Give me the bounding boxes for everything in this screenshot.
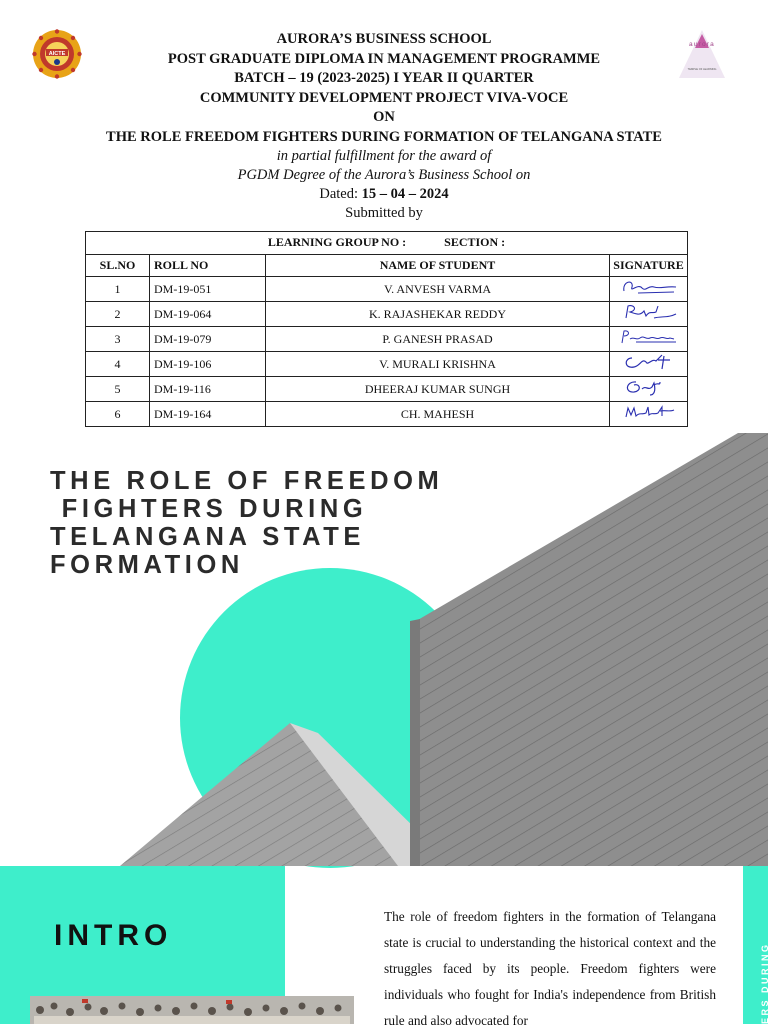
cell-slno: 5 xyxy=(86,377,150,402)
document-header xyxy=(0,30,768,223)
signature-image xyxy=(618,302,680,322)
cell-name: CH. MAHESH xyxy=(266,402,610,427)
table-row xyxy=(86,302,688,327)
cell-roll: DM-19-079 xyxy=(150,327,266,352)
table-row xyxy=(86,377,688,402)
cell-roll: DM-19-106 xyxy=(150,352,266,377)
cell-slno: 4 xyxy=(86,352,150,377)
table-header-row xyxy=(86,254,688,277)
signature-image xyxy=(618,277,680,297)
on-line: ON xyxy=(373,109,395,125)
project-title: THE ROLE FREEDOM FIGHTERS DURING FORMATION OF TELANGANA STATE xyxy=(106,128,662,145)
degree-line: PGDM Degree of the Aurora’s Business School on xyxy=(237,167,531,183)
group-label: LEARNING GROUP NO : xyxy=(267,235,407,250)
group-row xyxy=(86,232,688,255)
cell-name: V. ANVESH VARMA xyxy=(266,277,610,302)
table-row xyxy=(86,327,688,352)
intro-heading: INTRO xyxy=(54,919,173,952)
signature-cell xyxy=(610,302,688,327)
cell-roll: DM-19-064 xyxy=(150,302,266,327)
cell-slno: 1 xyxy=(86,277,150,302)
cell-name: K. RAJASHEKAR REDDY xyxy=(266,302,610,327)
table-row xyxy=(86,402,688,427)
crowd-photo xyxy=(30,996,354,1024)
signature-cell xyxy=(610,402,688,427)
cell-roll: DM-19-164 xyxy=(150,402,266,427)
building-edge xyxy=(410,619,420,866)
col-header-roll: ROLL NO xyxy=(150,254,266,277)
programme-name: POST GRADUATE DIPLOMA IN MANAGEMENT PROGRAMME xyxy=(167,50,601,67)
side-strip-text: ERS DURING xyxy=(760,942,770,1024)
side-strip xyxy=(743,866,768,1024)
cell-slno: 6 xyxy=(86,402,150,427)
aicte-logo-text: AICTE xyxy=(48,51,66,57)
project-line: COMMUNITY DEVELOPMENT PROJECT VIVA-VOCE xyxy=(199,89,569,106)
cell-name: P. GANESH PRASAD xyxy=(266,327,610,352)
signature-cell xyxy=(610,377,688,402)
signature-image xyxy=(618,402,680,422)
dated-label: Dated: xyxy=(319,186,359,202)
cell-roll: DM-19-116 xyxy=(150,377,266,402)
col-header-name: NAME OF STUDENT xyxy=(266,254,610,277)
signature-cell xyxy=(610,277,688,302)
signature-image xyxy=(618,352,680,372)
aurora-logo-text: aurora xyxy=(689,41,715,48)
aurora-tagline: TEMPLE OF LEARNING xyxy=(687,68,717,71)
col-header-slno: SL.NO xyxy=(86,254,150,277)
signature-image xyxy=(618,377,680,397)
signature-cell xyxy=(610,352,688,377)
cell-roll: DM-19-051 xyxy=(150,277,266,302)
building-right xyxy=(416,433,768,866)
col-header-signature: SIGNATURE xyxy=(610,254,688,277)
signature-image xyxy=(618,327,680,347)
submitted-by: Submitted by xyxy=(345,205,423,221)
student-table xyxy=(85,231,688,427)
dated-line xyxy=(0,185,768,204)
dated-value: 15 – 04 – 2024 xyxy=(361,186,449,202)
intro-paragraph: The role of freedom fighters in the formation of Telangana state is crucial to understanding the historical context and the struggles faced by its people. Freedom fighters were individuals who fought for India's independence from British rule and also advocated for xyxy=(384,909,716,1028)
cell-name: DHEERAJ KUMAR SUNGH xyxy=(266,377,610,402)
fulfillment-line: in partial fulfillment for the award of xyxy=(276,148,492,164)
cell-name: V. MURALI KRISHNA xyxy=(266,352,610,377)
group-cell xyxy=(86,232,688,255)
table-row xyxy=(86,352,688,377)
cell-slno: 3 xyxy=(86,327,150,352)
signature-cell xyxy=(610,327,688,352)
section-label: SECTION : xyxy=(444,235,506,250)
school-name: AURORA’S BUSINESS SCHOOL xyxy=(276,31,492,47)
table-row xyxy=(86,277,688,302)
poster-title: THE ROLE OF FREEDOM FIGHTERS DURING TELANGANA STATE FORMATION xyxy=(50,467,444,579)
batch-line: BATCH – 19 (2023-2025) I YEAR II QUARTER xyxy=(234,70,534,86)
cell-slno: 2 xyxy=(86,302,150,327)
